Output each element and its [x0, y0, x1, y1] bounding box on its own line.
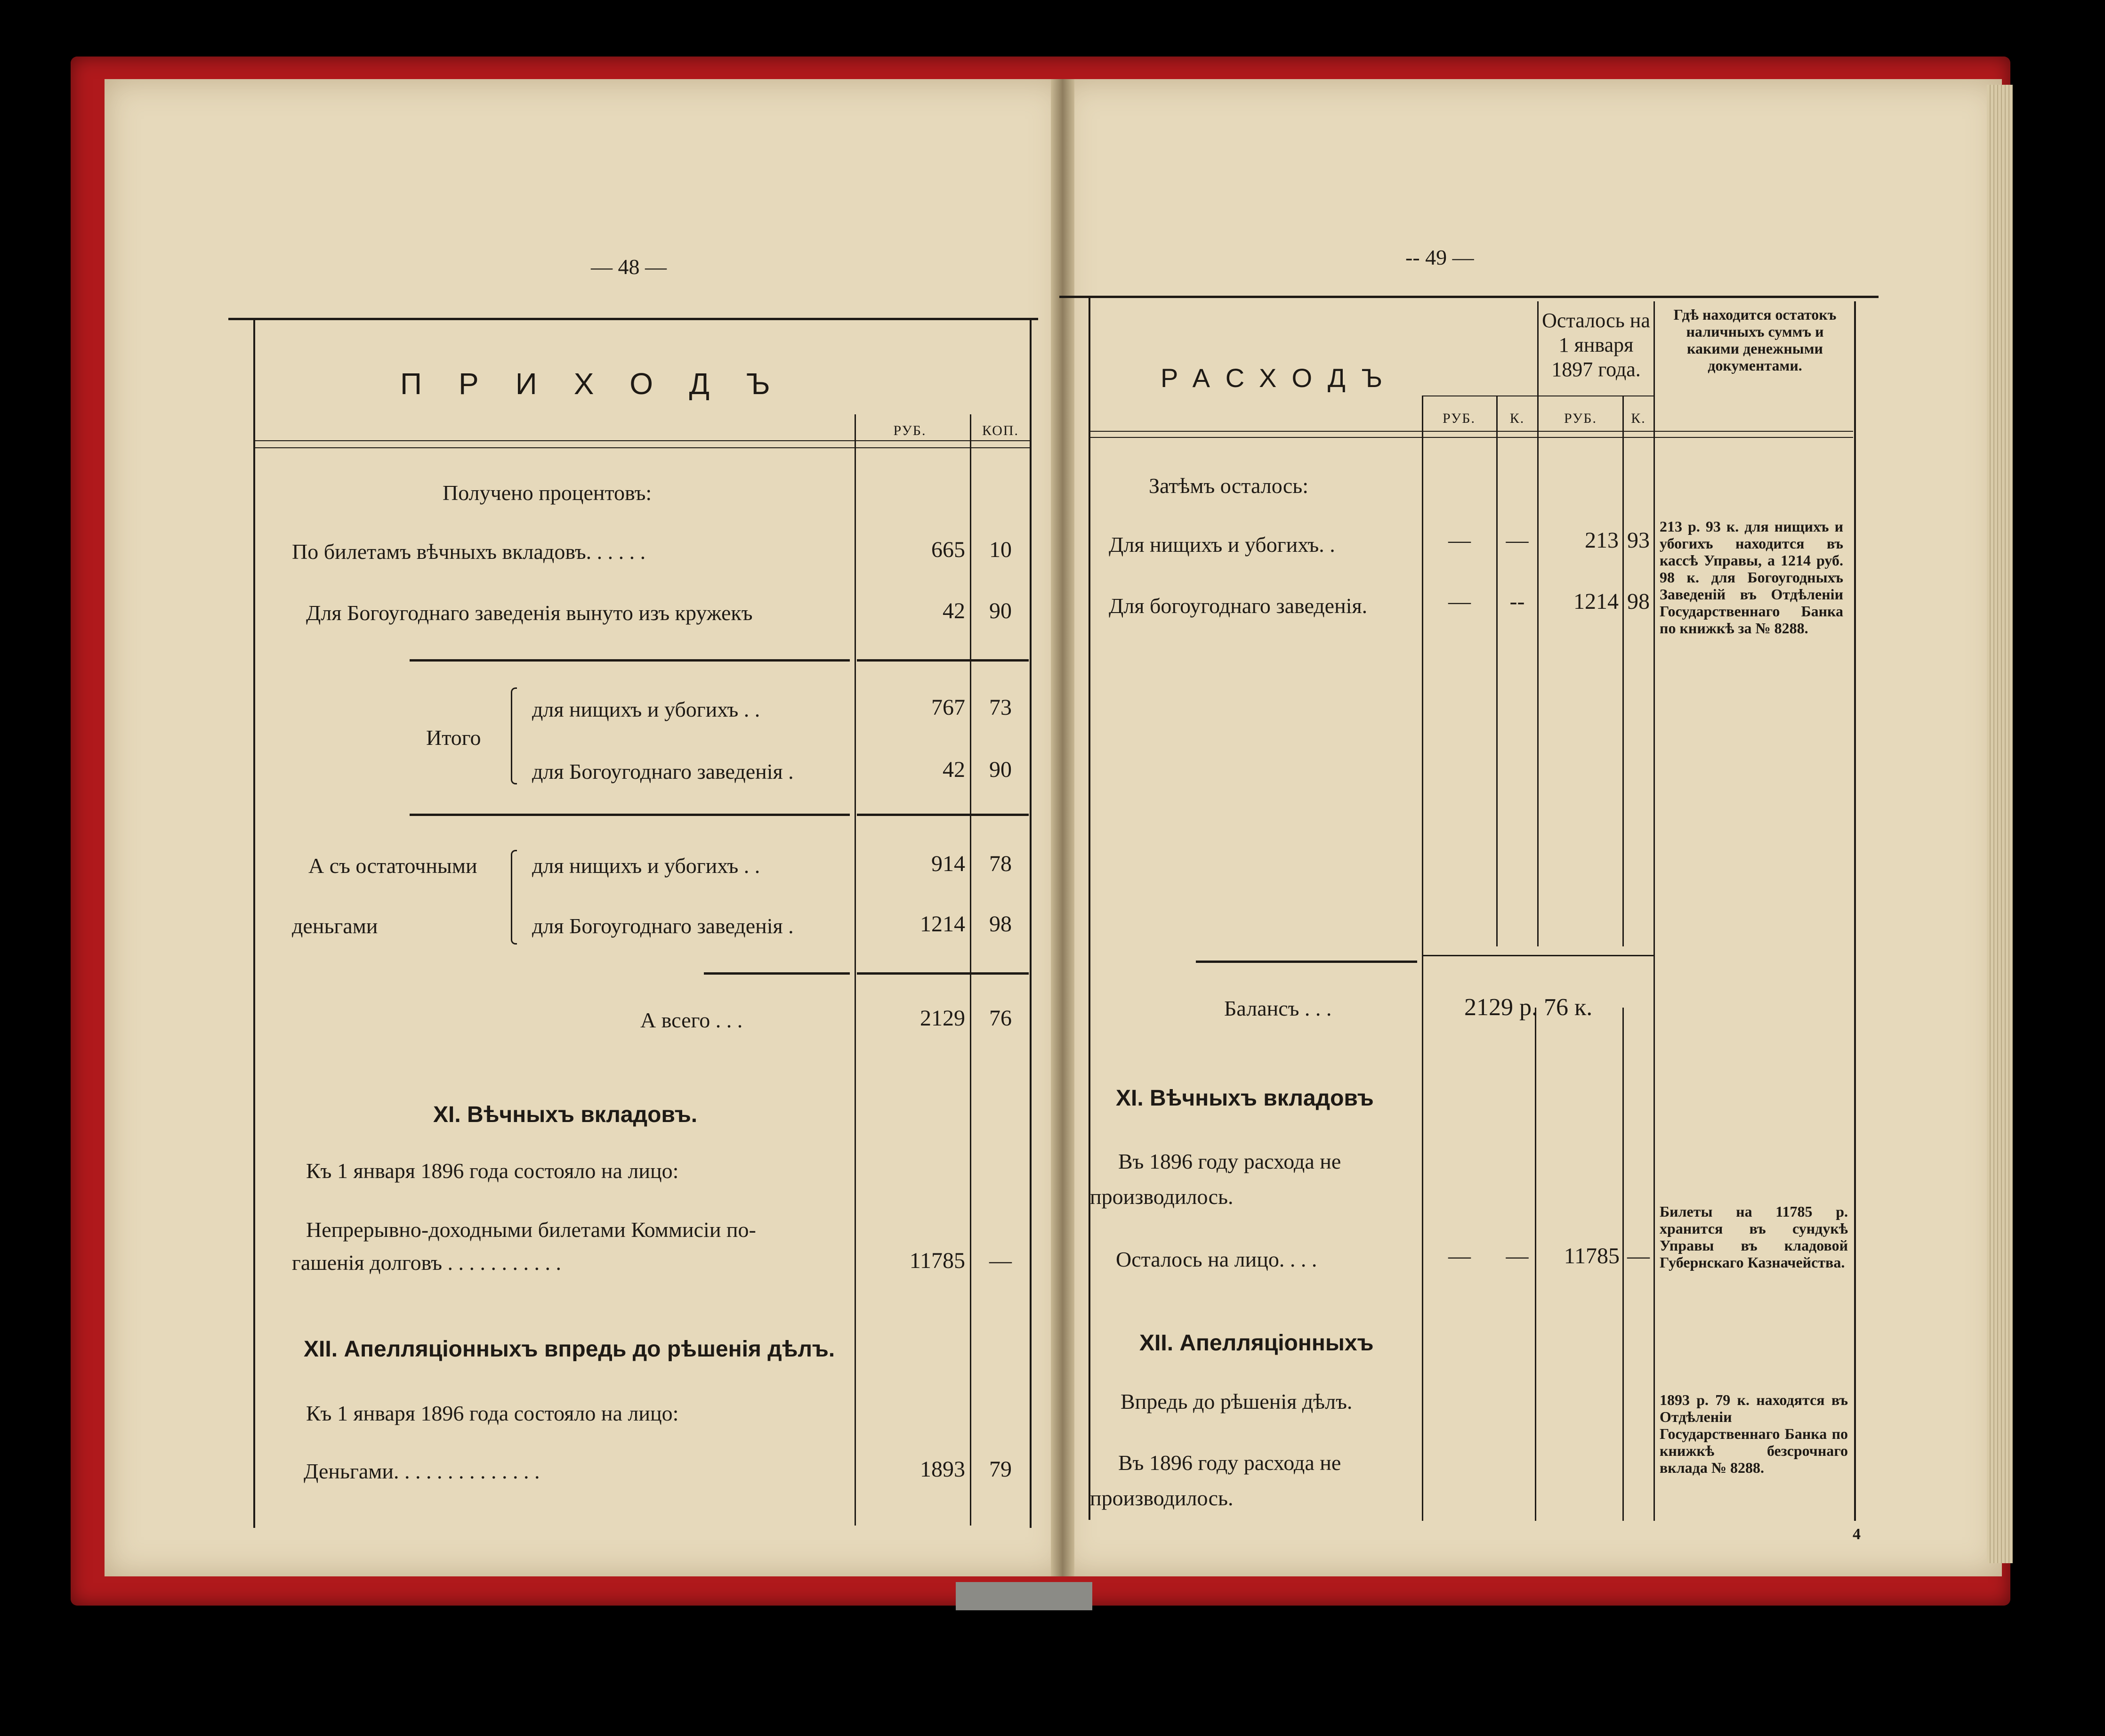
section-11-rub: 11785	[909, 1248, 965, 1273]
right-border	[1030, 318, 1032, 1528]
row-label: Для богоугоднаго заведенія.	[1109, 594, 1368, 618]
col-k: К.	[1509, 411, 1525, 426]
section-12-title: XII. Апелляціонныхъ впредь до рѣшенія дѣлъ.	[304, 1337, 835, 1362]
col-sep-2	[1496, 396, 1498, 946]
section-12-text: Въ 1896 году расхода не	[1118, 1451, 1341, 1475]
row-rub: 42	[943, 598, 965, 623]
section-11-rest-label: Осталось на лицо. . . .	[1116, 1247, 1317, 1271]
left-border	[253, 318, 255, 1528]
ost-label-1: А съ остаточными	[308, 854, 477, 878]
row-label: Для нищихъ и убогихъ. .	[1109, 533, 1335, 557]
row-k: —	[1506, 528, 1529, 553]
col-rub: РУБ.	[1443, 411, 1476, 426]
col-sep-3	[1622, 396, 1624, 946]
row-rub: —	[1448, 528, 1471, 553]
rashod-heading: РАСХОДЪ	[1161, 363, 1399, 393]
balance-rule-cols	[1422, 955, 1653, 956]
row-label: По билетамъ вѣчныхъ вкладовъ. . . . . .	[292, 540, 646, 564]
ost-rub: 1214	[920, 912, 965, 937]
ost-row-label: для Богоугоднаго заведенія .	[532, 914, 794, 938]
prihod-heading: ПРИХОДЪ	[400, 367, 807, 401]
section-11-line: Къ 1 января 1896 года состояло на лицо:	[306, 1159, 679, 1183]
book-gutter	[1051, 79, 1074, 1576]
row-k: --	[1509, 589, 1525, 614]
section-11-k: —	[1506, 1243, 1529, 1268]
total-rule-cols	[857, 972, 1029, 975]
section-11-title: XI. Вѣчныхъ вкладовъ	[1116, 1086, 1374, 1111]
top-rule	[228, 318, 1038, 320]
ost-kop: 78	[989, 851, 1012, 876]
itogo-row-label: для нищихъ и убогихъ . .	[532, 697, 760, 721]
row-rub2: 1214	[1573, 589, 1619, 614]
balance-rule	[1196, 961, 1417, 963]
ost-brace	[511, 850, 517, 945]
col-k2: К.	[1631, 411, 1646, 426]
sum-rule-cols	[857, 814, 1029, 816]
section-12-rub: 1893	[920, 1457, 965, 1482]
page-number-48: — 48 —	[591, 255, 667, 279]
row-kop: 10	[989, 537, 1012, 562]
left-border	[1089, 296, 1090, 1520]
gde-header: Гдѣ находится остатокъ наличныхъ суммъ и какими денежными документами.	[1673, 306, 1837, 374]
row-rub2: 213	[1585, 528, 1619, 553]
note-appeal-location: 1893 р. 79 к. находятся въ Отдѣленіи Государственнаго Банка по книжкѣ безсрочнаго вклада № 8288.	[1660, 1391, 1848, 1476]
row-k2: 93	[1627, 528, 1650, 553]
itogo-kop: 73	[989, 695, 1012, 720]
note-cash-location: 213 р. 93 к. для нищихъ и убогихъ находится въ кассѣ Управы, а 1214 руб. 98 к. для Богоугодныхъ Заведеній въ Отдѣленіи Государственнаго Банка по книжкѣ за № 8288.	[1660, 518, 1843, 637]
col-rub2: РУБ.	[1564, 411, 1597, 426]
header-rule-2	[1090, 437, 1853, 438]
ost-row-label: для нищихъ и убогихъ . .	[532, 854, 760, 878]
section-11-text: производилось.	[1090, 1185, 1234, 1209]
itogo-label: Итого	[426, 726, 481, 750]
row-label: Для Богоугоднаго заведенія вынуто изъ кружекъ	[306, 601, 753, 625]
section-12-line: Къ 1 января 1896 года состояло на лицо:	[306, 1401, 679, 1425]
section-11-item: Непрерывно-доходными билетами Коммисіи по-	[306, 1218, 756, 1242]
ost-kop: 98	[989, 912, 1012, 937]
sum-rule	[410, 659, 850, 662]
itogo-row-label: для Богоугоднаго заведенія .	[532, 759, 794, 783]
section-11-text: Въ 1896 году расхода не	[1118, 1149, 1341, 1173]
intro-text: Затѣмъ осталось:	[1149, 474, 1309, 498]
section-12-item: Деньгами. . . . . . . . . . . . . .	[304, 1459, 540, 1483]
section-12-kop: 79	[989, 1457, 1012, 1482]
total-rule	[704, 972, 850, 975]
section-11-item: гашенія долговъ . . . . . . . . . . .	[292, 1251, 562, 1275]
row-rub: —	[1448, 589, 1471, 614]
col-sep-gde	[1653, 301, 1655, 1521]
header-rule	[1090, 431, 1853, 432]
sum-rule	[410, 814, 850, 816]
section-11-title: XI. Вѣчныхъ вкладовъ.	[433, 1102, 698, 1127]
header-rule-2	[254, 447, 1031, 448]
col-kop: КОП.	[982, 423, 1019, 438]
right-border	[1854, 301, 1856, 1521]
row-rub: 665	[931, 537, 965, 562]
col-sep-kop	[970, 414, 971, 1526]
itogo-rub: 767	[931, 695, 965, 720]
balance-label: Балансъ . . .	[1224, 996, 1332, 1020]
intro-text: Получено процентовъ:	[443, 481, 652, 505]
spine-band	[956, 1582, 1092, 1610]
row-k2: 98	[1627, 589, 1650, 614]
section-11-kop: —	[989, 1248, 1012, 1273]
total-kop: 76	[989, 1006, 1012, 1031]
signature-mark: 4	[1853, 1526, 1861, 1543]
section-12-title: XII. Апелляціонныхъ	[1139, 1331, 1374, 1356]
itogo-kop: 90	[989, 757, 1012, 782]
header-rule	[254, 440, 1031, 441]
top-rule	[1059, 296, 1879, 298]
itogo-brace	[511, 687, 517, 784]
section-11-rub: —	[1448, 1243, 1471, 1268]
row-kop: 90	[989, 598, 1012, 623]
balance-value: 2129 р. 76 к.	[1464, 994, 1593, 1021]
section-12-sub: Впредь до рѣшенія дѣлъ.	[1121, 1389, 1353, 1413]
col-rub: РУБ.	[893, 423, 927, 438]
page-number-49: -- 49 —	[1405, 245, 1474, 269]
itogo-rub: 42	[943, 757, 965, 782]
ost-label-2: деньгами	[292, 914, 378, 938]
page-edges	[1987, 85, 2013, 1563]
col-sep-1	[1422, 396, 1423, 1521]
total-rub: 2129	[920, 1006, 965, 1031]
col-sep-ostalos	[1537, 301, 1539, 946]
sum-rule-cols	[857, 659, 1029, 662]
section-11-k2: —	[1627, 1243, 1650, 1268]
note-tickets-location: Билеты на 11785 р. хранится въ сундукѣ Управы въ кладовой Губернскаго Казначейства.	[1660, 1203, 1848, 1271]
col-sep-rub	[855, 447, 856, 1526]
ostalos-header: Осталось на 1 января 1897 года.	[1542, 309, 1650, 381]
section-12-text: производилось.	[1090, 1486, 1234, 1510]
total-label: А всего . . .	[640, 1008, 743, 1032]
ost-rub: 914	[931, 851, 965, 876]
section-11-rub2: 11785	[1564, 1243, 1620, 1268]
